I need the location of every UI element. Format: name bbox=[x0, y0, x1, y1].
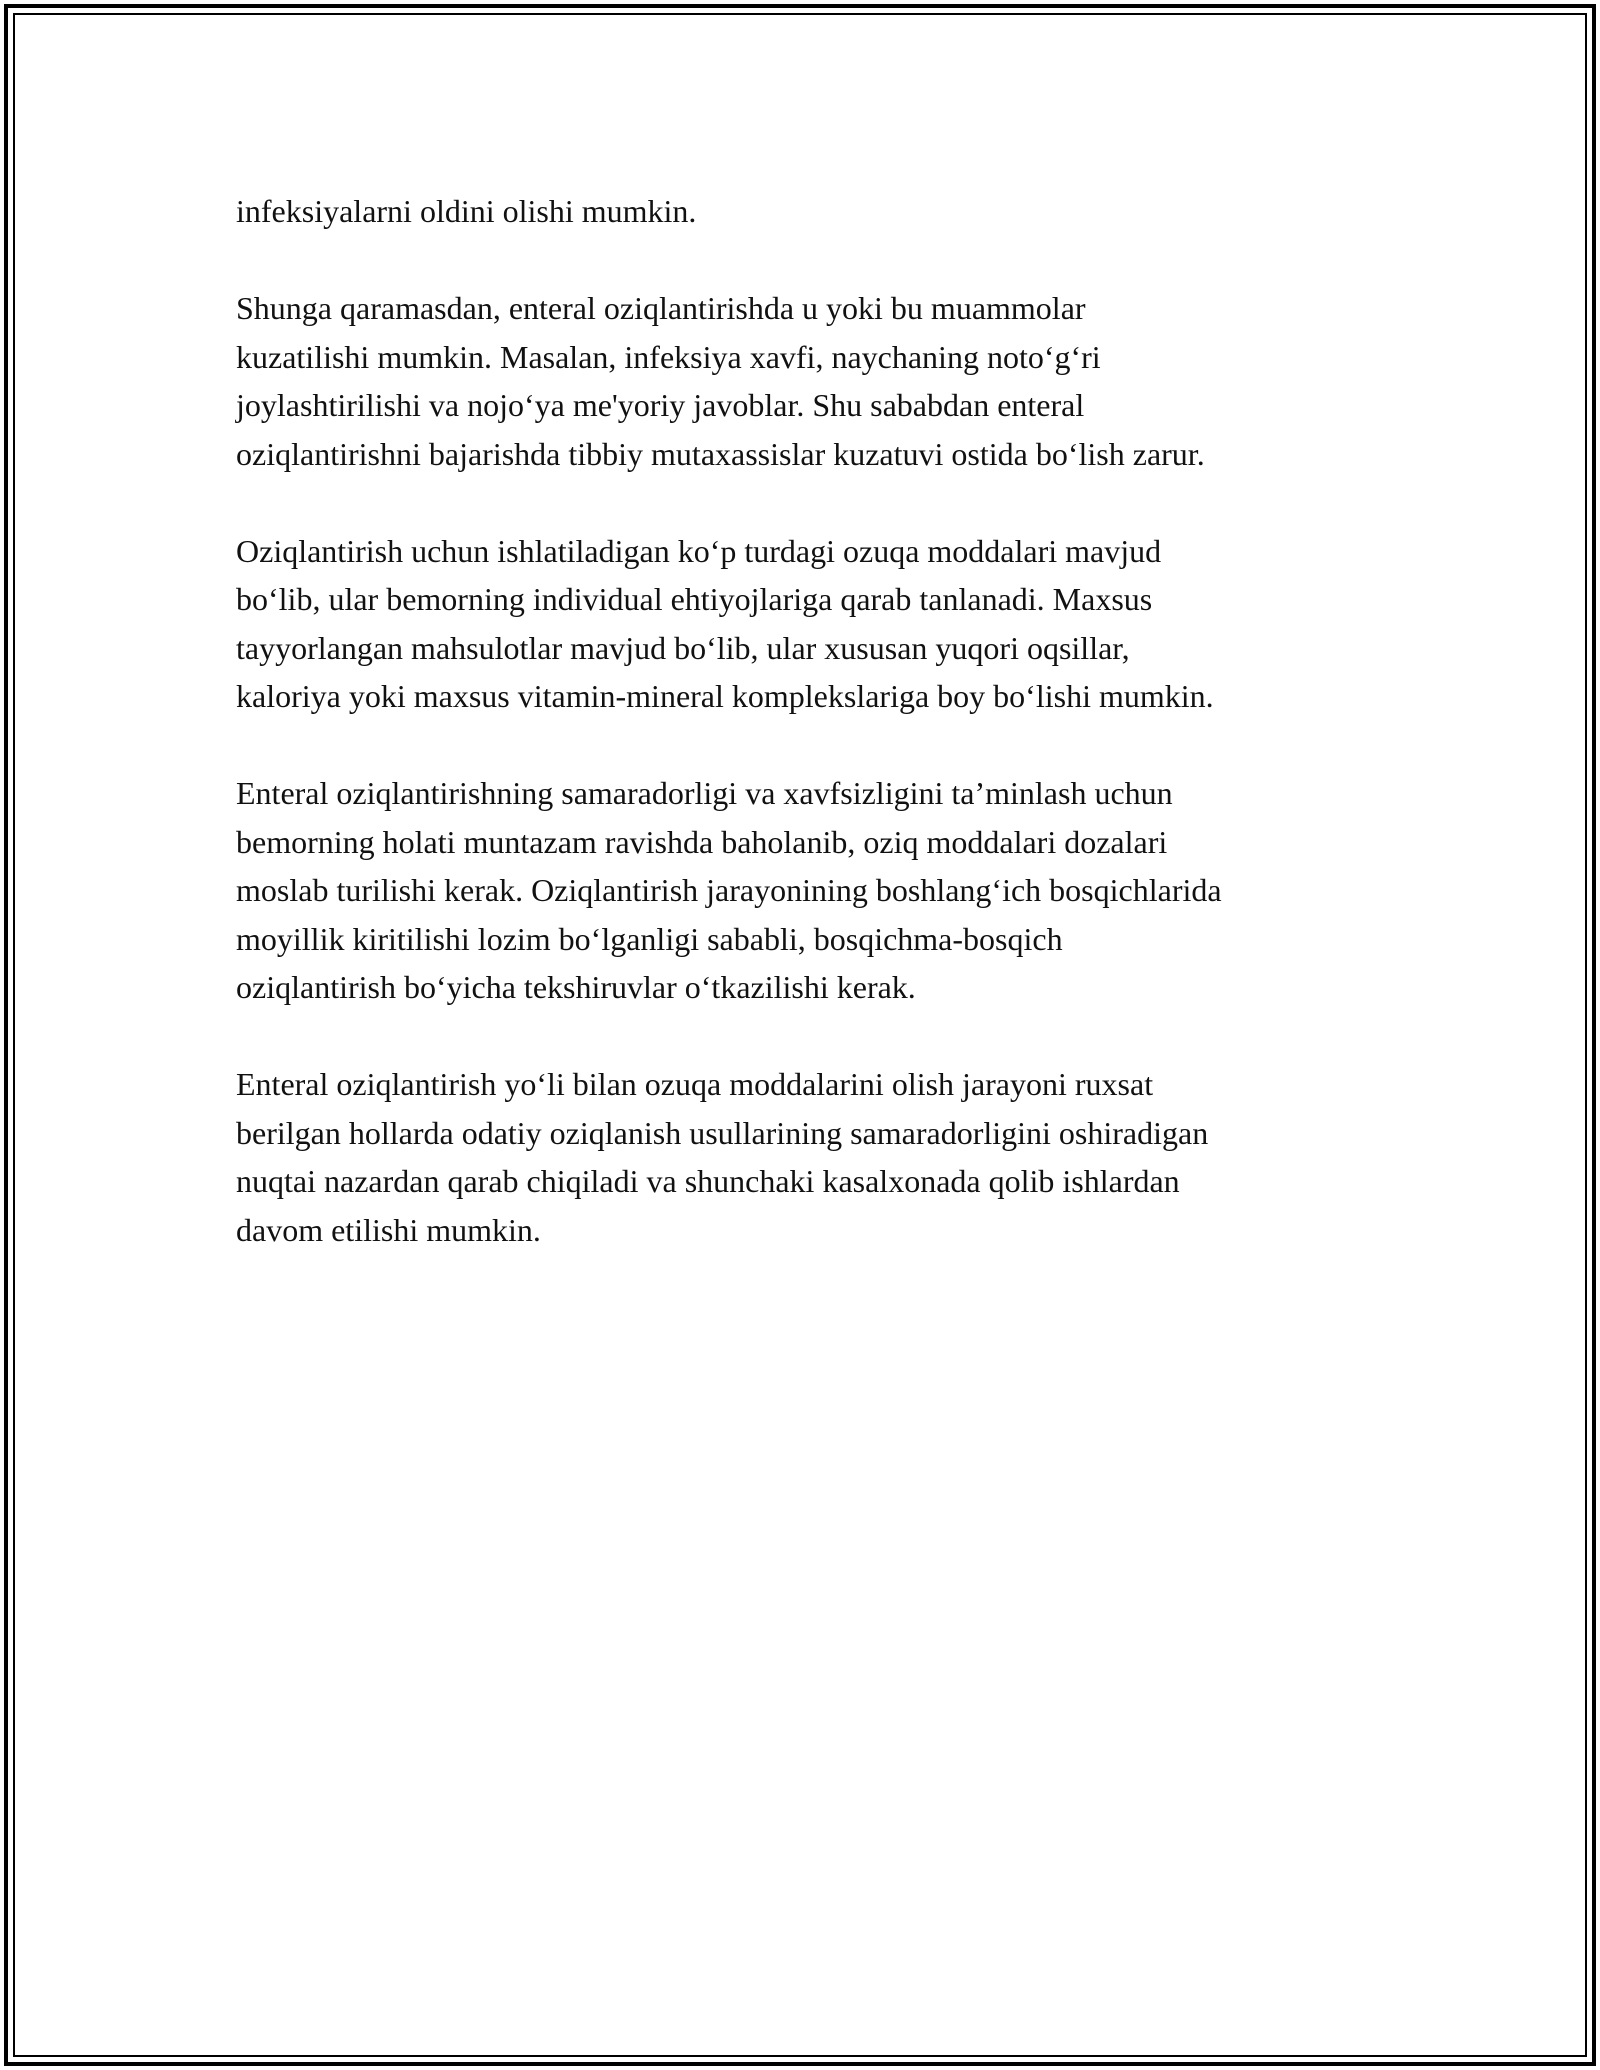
paragraph-3: Oziqlantirish uchun ishlatiladigan ko‘p turdagi ozuqa moddalari mavjud bo‘lib, ular bemorning individual ehtiyojlariga qarab tanlanadi. Maxsus tayyorlangan mahsulotlar mavjud bo‘lib, ular xususan yuqori oqsillar, kaloriya yoki maxsus vitamin-mineral komplekslariga boy bo‘lishi mumkin. bbox=[236, 532, 1214, 714]
paragraph-1: infeksiyalarni oldini olishi mumkin. bbox=[236, 193, 697, 229]
paragraph-2: Shunga qaramasdan, enteral oziqlantirishda u yoki bu muammolar kuzatilishi mumkin. Masalan, infeksiya xavfi, naychaning noto‘g‘ri joylashtirilishi va nojo‘ya me'yoriy javoblar. Shu sababdan enteral oziqlantirishni bajarishda tibbiy mutaxassislar kuzatuvi ostida bo‘lish zarur. bbox=[236, 290, 1205, 472]
paragraph-4: Enteral oziqlantirishning samaradorligi va xavfsizligini ta’minlash uchun bemorning holati muntazam ravishda baholanib, oziq moddalari dozalari moslab turilishi kerak. Oziqlantirish jarayonining boshlang‘ich bosqichlarida moyillik kiritilishi lozim bo‘lganligi sababli, bosqichma-bosqich oziqlantirish bo‘yicha tekshiruvlar o‘tkazilishi kerak. bbox=[236, 775, 1222, 1005]
paragraph-5: Enteral oziqlantirish yo‘li bilan ozuqa moddalarini olish jarayoni ruxsat berilgan hollarda odatiy oziqlanish usullarining samaradorligini oshiradigan nuqtai nazardan qarab chiqiladi va shunchaki kasalxonada qolib ishlardan davom etilishi mumkin. bbox=[236, 1066, 1209, 1248]
document-body bbox=[236, 187, 1416, 1303]
